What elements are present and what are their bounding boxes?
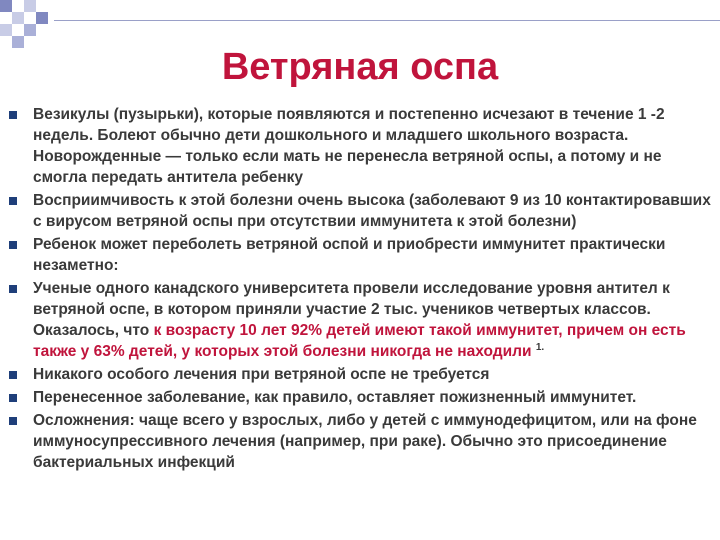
bullet-text: Перенесенное заболевание, как правило, оставляет пожизненный иммунитет. xyxy=(33,389,637,406)
bullet-text: Никакого особого лечения при ветряной оспе не требуется xyxy=(33,366,490,383)
bullet-text: Осложнения: чаще всего у взрослых, либо у детей с иммунодефицитом, или на фоне иммуносупрессивного лечения (например, при раке). Обычно это присоединение бактериальных инфекций xyxy=(33,412,697,471)
bullet-text-plain: Ученые одного канадского университета провели исследование уровня антител к ветряной оспе, в котором приняли участие 2 тыс. учеников четвертых классов. Оказалось, что xyxy=(33,280,670,339)
bullet-item xyxy=(9,104,715,188)
highlighted-statistic: к возрасту 10 лет 92% детей имеют такой иммунитет, причем он есть также у 63% детей, у которых этой болезни никогда не находили xyxy=(33,322,686,360)
square-bullet-icon xyxy=(9,417,17,425)
square-bullet-icon xyxy=(9,197,17,205)
bullet-item xyxy=(9,234,715,276)
bullet-text: Везикулы (пузырьки), которые появляются и постепенно исчезают в течение 1 -2 недель. Болеют обычно дети дошкольного и младшего школьного возраста. Новорожденные — только если мать не перенесла ветряной оспы, а потому и не смогла передать антитела ребенку xyxy=(33,106,665,186)
corner-decoration xyxy=(0,0,60,60)
square-bullet-icon xyxy=(9,394,17,402)
bullet-text: Восприимчивость к этой болезни очень высока (заболевают 9 из 10 контактировавших с вирусом ветряной оспы при отсутствии иммунитета к этой болезни) xyxy=(33,192,711,230)
bullet-text: Ребенок может переболеть ветряной оспой и приобрести иммунитет практически незаметно: xyxy=(33,236,666,274)
header-rule xyxy=(54,20,720,21)
bullet-text xyxy=(33,280,686,360)
bullet-list xyxy=(9,104,715,475)
bullet-item xyxy=(9,190,715,232)
square-bullet-icon xyxy=(9,241,17,249)
slide-title: Ветряная оспа xyxy=(221,46,499,88)
square-bullet-icon xyxy=(9,371,17,379)
bullet-item xyxy=(9,278,715,362)
bullet-item xyxy=(9,364,715,385)
bullet-item xyxy=(9,410,715,473)
bullet-item xyxy=(9,387,715,408)
footnote-marker: 1. xyxy=(535,341,545,353)
square-bullet-icon xyxy=(9,285,17,293)
square-bullet-icon xyxy=(9,111,17,119)
